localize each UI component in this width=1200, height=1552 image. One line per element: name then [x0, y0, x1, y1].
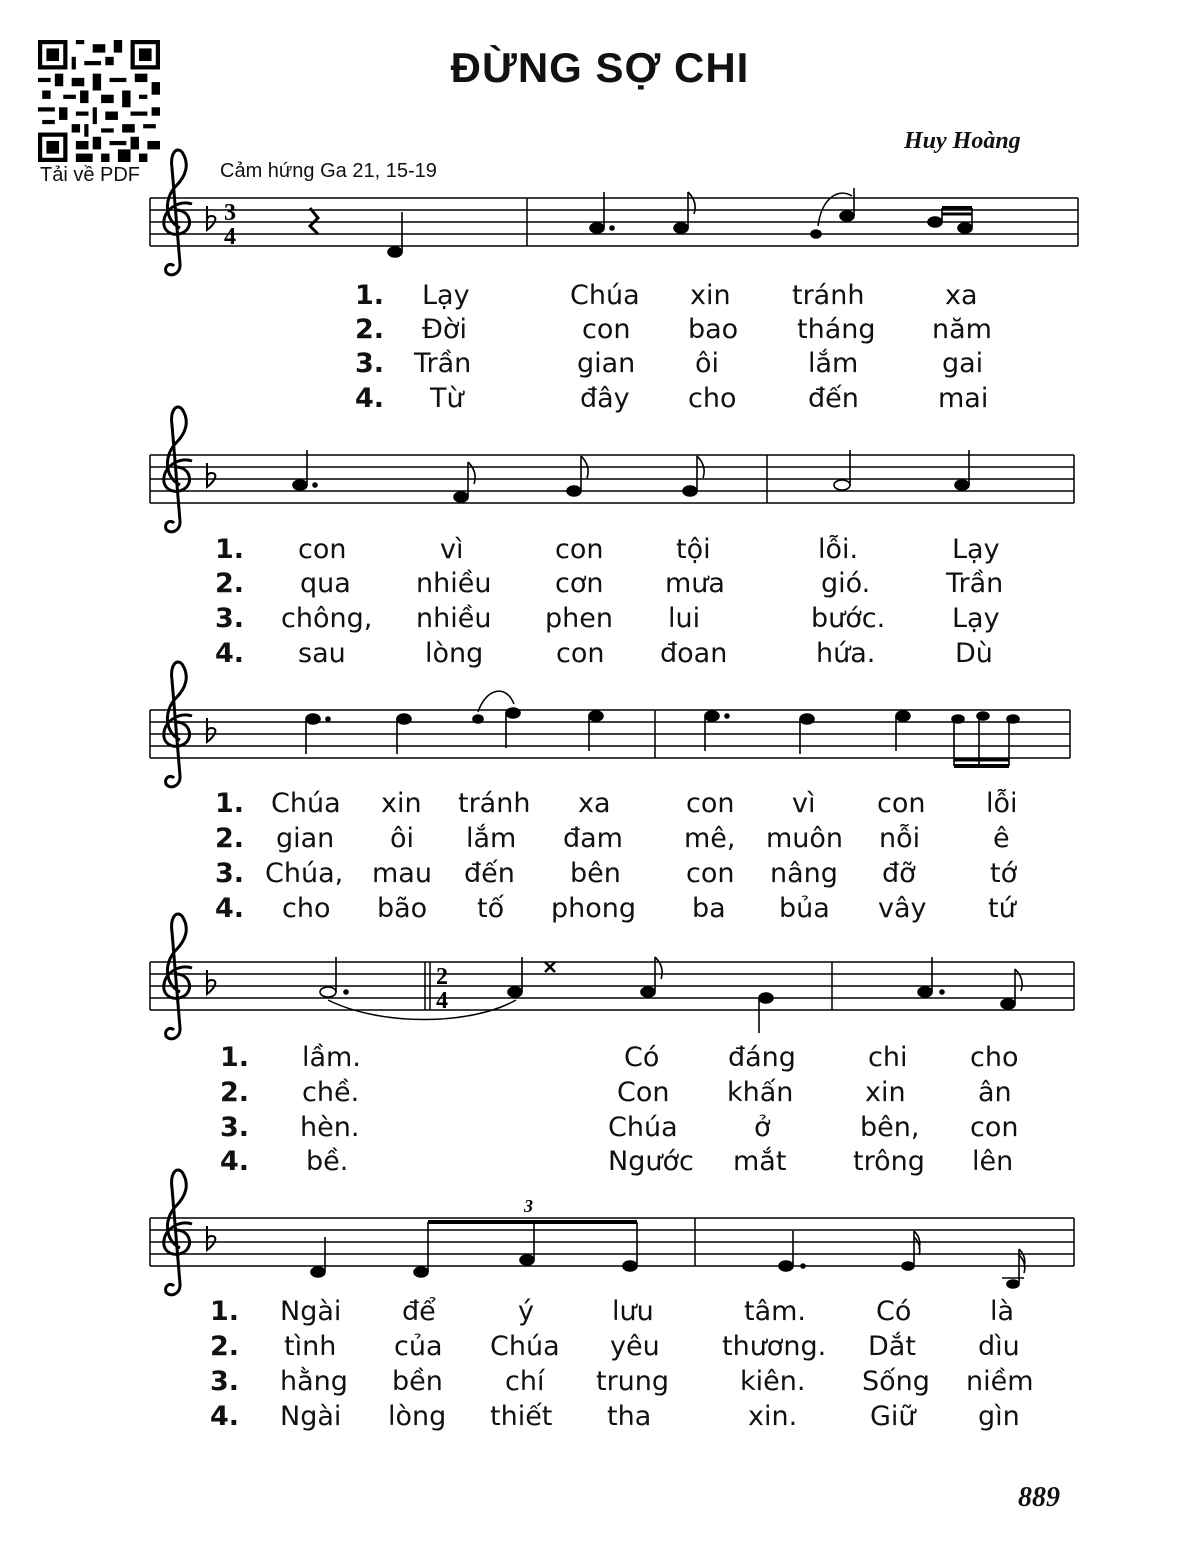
lyric-word: lưu	[612, 1296, 654, 1327]
verse-number: 4.	[220, 1146, 250, 1177]
lyric-word: con	[556, 638, 605, 669]
lyric-row	[0, 788, 1200, 822]
verse-number: 2.	[210, 1331, 240, 1362]
staff-system-5	[150, 1170, 1074, 1295]
lyric-word: qua	[300, 568, 351, 599]
verse-number: 4.	[215, 638, 245, 669]
verse-number: 1.	[220, 1042, 250, 1073]
song-title: ĐỪNG SỢ CHI	[450, 44, 750, 91]
lyric-word: mai	[938, 383, 989, 414]
lyric-word: Chúa	[570, 280, 640, 311]
lyric-word: ý	[518, 1296, 534, 1327]
lyric-word: con	[555, 534, 604, 565]
eighth-rest	[545, 962, 555, 972]
lyric-word: con	[582, 314, 631, 345]
time-signature-change-numerator: 2	[436, 964, 448, 990]
lyric-word: ôi	[390, 823, 415, 854]
lyric-word: tâm.	[744, 1296, 807, 1327]
composer-name: Huy Hoàng	[904, 128, 1021, 154]
lyric-word: Chúa	[271, 788, 341, 819]
lyric-word: Đời	[422, 314, 467, 345]
lyric-word: Lạy	[422, 280, 470, 311]
lyric-word: tứ	[988, 893, 1016, 924]
lyric-row	[0, 1296, 1200, 1330]
lyric-word: mê,	[684, 823, 736, 854]
verse-number: 2.	[215, 823, 245, 854]
lyric-word: hứa.	[816, 638, 876, 669]
lyric-word: là	[990, 1296, 1015, 1327]
lyric-word: đến	[808, 383, 859, 414]
lyric-word: chi	[868, 1042, 908, 1073]
lyric-word: tố	[477, 893, 505, 924]
lyric-word: cho	[970, 1042, 1019, 1073]
lyric-word: ở	[754, 1112, 771, 1143]
lyric-word: xin	[381, 788, 422, 819]
verse-number: 2.	[220, 1077, 250, 1108]
lyric-word: Ngài	[280, 1296, 342, 1327]
staff-system-2	[150, 407, 1074, 532]
verse-number: 4.	[215, 893, 245, 924]
lyric-row	[0, 1077, 1200, 1111]
lyric-word: tội	[676, 534, 711, 565]
lyric-row	[0, 383, 1200, 417]
lyric-word: bao	[688, 314, 739, 345]
lyric-word: Chúa	[490, 1331, 560, 1362]
time-signature-change-denominator: 4	[436, 988, 448, 1014]
lyric-row	[0, 1366, 1200, 1400]
lyric-word: tháng	[797, 314, 876, 345]
lyric-word: lỗi	[986, 788, 1018, 819]
lyric-word: Lạy	[952, 534, 1000, 565]
lyric-word: xin.	[748, 1401, 798, 1432]
lyric-word: cho	[688, 383, 737, 414]
lyric-word: Dù	[955, 638, 993, 669]
lyric-word: vây	[878, 893, 927, 924]
lyric-word: bề.	[306, 1146, 349, 1177]
verse-number: 1.	[215, 534, 245, 565]
lyric-word: lui	[668, 603, 701, 634]
lyric-word: Ngước	[608, 1146, 694, 1177]
lyric-word: gian	[577, 348, 636, 379]
lyric-word: con	[970, 1112, 1019, 1143]
lyric-word: Từ	[430, 383, 464, 414]
lyric-word: nhiều	[416, 603, 492, 634]
lyric-word: nâng	[770, 858, 838, 889]
lyric-word: lắm	[808, 348, 859, 379]
verse-number: 4.	[210, 1401, 240, 1432]
verse-number: 3.	[215, 858, 245, 889]
lyric-word: bủa	[779, 893, 830, 924]
lyric-word: ba	[692, 893, 726, 924]
lyric-row	[0, 823, 1200, 857]
lyric-word: đam	[563, 823, 623, 854]
lyric-word: lắm	[466, 823, 517, 854]
lyric-word: Ngài	[280, 1401, 342, 1432]
verse-number: 2.	[355, 314, 385, 345]
lyric-word: cơn	[555, 568, 604, 599]
lyric-word: khấn	[727, 1077, 794, 1108]
lyric-word: hằng	[280, 1366, 348, 1397]
lyric-word: thương.	[722, 1331, 827, 1362]
lyric-word: bão	[377, 893, 428, 924]
lyric-word: đỡ	[882, 858, 916, 889]
lyric-word: con	[686, 788, 735, 819]
lyric-word: ân	[978, 1077, 1012, 1108]
lyric-word: chí	[505, 1366, 545, 1397]
verse-number: 4.	[355, 383, 385, 414]
lyric-word: lầm.	[302, 1042, 361, 1073]
lyric-word: xa	[578, 788, 611, 819]
lyric-word: tránh	[458, 788, 531, 819]
lyric-word: mắt	[733, 1146, 787, 1177]
lyric-word: Sống	[862, 1366, 930, 1397]
lyric-word: Giữ	[870, 1401, 916, 1432]
verse-number: 3.	[210, 1366, 240, 1397]
verse-number: 2.	[215, 568, 245, 599]
triplet-mark: 3	[524, 1196, 533, 1216]
lyric-word: bên	[570, 858, 621, 889]
lyric-word: lòng	[388, 1401, 447, 1432]
lyric-word: Chúa	[608, 1112, 678, 1143]
lyric-word: lên	[972, 1146, 1014, 1177]
lyric-row	[0, 1146, 1200, 1180]
lyric-word: trung	[596, 1366, 670, 1397]
lyric-word: đến	[464, 858, 515, 889]
verse-number: 3.	[355, 348, 385, 379]
lyric-word: Trần	[414, 348, 472, 379]
lyric-word: Trần	[946, 568, 1004, 599]
lyric-row	[0, 1401, 1200, 1435]
lyric-row	[0, 858, 1200, 892]
lyric-word: trông	[853, 1146, 925, 1177]
lyric-word: hèn.	[300, 1112, 360, 1143]
verse-number: 3.	[215, 603, 245, 634]
lyric-word: Có	[876, 1296, 912, 1327]
lyric-word: gìn	[978, 1401, 1020, 1432]
lyric-word: bước.	[811, 603, 886, 634]
lyric-word: Lạy	[952, 603, 1000, 634]
lyric-row	[0, 603, 1200, 637]
lyric-word: mau	[372, 858, 432, 889]
lyric-word: muôn	[766, 823, 844, 854]
lyric-word: Dắt	[868, 1331, 916, 1362]
lyric-word: năm	[932, 314, 992, 345]
quarter-rest	[310, 208, 318, 234]
lyric-word: đoan	[660, 638, 728, 669]
lyric-word: tránh	[792, 280, 865, 311]
lyric-word: thiết	[490, 1401, 553, 1432]
lyric-word: sau	[298, 638, 346, 669]
lyric-word: gian	[276, 823, 335, 854]
verse-number: 1.	[215, 788, 245, 819]
lyric-word: đây	[580, 383, 630, 414]
lyric-word: xa	[945, 280, 978, 311]
lyric-row	[0, 1042, 1200, 1076]
lyric-word: để	[402, 1296, 436, 1327]
lyric-word: lòng	[425, 638, 484, 669]
staff-system-1	[150, 150, 1078, 275]
lyric-word: xin	[865, 1077, 906, 1108]
lyric-word: nhiều	[416, 568, 492, 599]
lyric-row	[0, 314, 1200, 348]
lyric-word: xin	[690, 280, 731, 311]
lyric-row	[0, 348, 1200, 382]
lyric-row	[0, 1331, 1200, 1365]
lyric-word: chề.	[302, 1077, 360, 1108]
lyric-word: của	[394, 1331, 443, 1362]
lyric-word: phen	[545, 603, 613, 634]
verse-number: 1.	[210, 1296, 240, 1327]
lyric-word: niềm	[966, 1366, 1034, 1397]
lyric-word: bên,	[860, 1112, 920, 1143]
lyric-row	[0, 638, 1200, 672]
lyric-word: Con	[617, 1077, 670, 1108]
lyric-word: cho	[282, 893, 331, 924]
lyric-word: con	[877, 788, 926, 819]
time-signature-denominator: 4	[224, 224, 236, 250]
lyric-word: đáng	[728, 1042, 796, 1073]
lyric-word: tha	[607, 1401, 652, 1432]
lyric-word: yêu	[610, 1331, 660, 1362]
time-signature-numerator: 3	[224, 200, 236, 226]
lyric-word: tớ	[990, 858, 1018, 889]
lyric-row	[0, 534, 1200, 568]
lyric-word: gai	[942, 348, 984, 379]
lyric-word: nỗi	[879, 823, 921, 854]
lyric-word: con	[686, 858, 735, 889]
lyric-row	[0, 280, 1200, 314]
lyric-word: kiên.	[740, 1366, 806, 1397]
lyric-row	[0, 893, 1200, 927]
lyric-word: ôi	[695, 348, 720, 379]
lyric-word: Chúa,	[265, 858, 344, 889]
staff-system-4	[150, 914, 1074, 1039]
lyric-word: con	[298, 534, 347, 565]
lyric-word: bền	[392, 1366, 443, 1397]
lyric-word: ê	[993, 823, 1010, 854]
lyric-word: lỗi.	[818, 534, 859, 565]
lyric-word: tình	[284, 1331, 337, 1362]
lyric-word: gió.	[821, 568, 871, 599]
lyric-word: Có	[624, 1042, 660, 1073]
page-number: 889	[1018, 1482, 1060, 1513]
lyric-row	[0, 568, 1200, 602]
lyric-word: dìu	[978, 1331, 1020, 1362]
lyric-word: chông,	[281, 603, 373, 634]
inspiration-reference: Cảm hứng Ga 21, 15-19	[220, 160, 437, 182]
download-pdf-link[interactable]: Tải về PDF	[40, 164, 141, 186]
verse-number: 3.	[220, 1112, 250, 1143]
lyric-word: mưa	[665, 568, 725, 599]
lyric-word: phong	[551, 893, 637, 924]
lyric-word: vì	[792, 788, 816, 819]
staff-system-3	[150, 662, 1070, 787]
lyric-word: vì	[440, 534, 464, 565]
lyric-row	[0, 1112, 1200, 1146]
verse-number: 1.	[355, 280, 385, 311]
